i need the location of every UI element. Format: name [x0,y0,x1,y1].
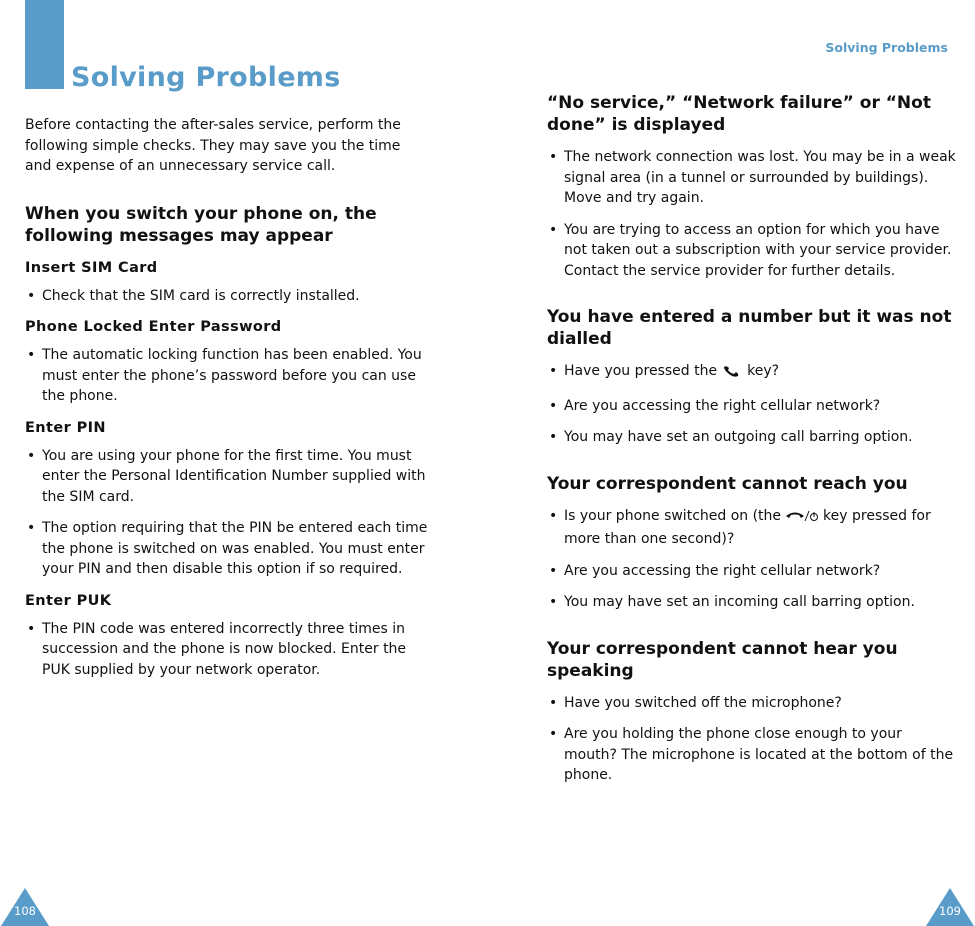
list-item: • Is your phone switched on (the key pressed for more than one second)? [549,507,931,547]
section-not-dialled [547,306,957,448]
section-title: Your correspondent cannot hear you speaking [547,638,898,681]
list-item: • Check that the SIM card is correctly installed. [27,287,360,304]
group-phone-locked [25,317,429,407]
title-accent-bar [25,0,64,89]
list-item: • Are you accessing the right cellular network? [549,397,881,414]
group-title: Phone Locked Enter Password [25,319,282,335]
page-number-left: 108 [0,886,50,926]
section-cannot-hear [547,638,957,786]
group-title: Insert SIM Card [25,259,158,276]
page-title: Solving Problems [71,62,341,93]
send-key-icon [721,364,743,385]
list-item: • You are trying to access an option for which you have not taken out a subscription with your service provider. Contact the service provider for further details. [549,221,952,279]
running-head: Solving Problems [825,40,948,55]
section-title: “No service,” “Network failure” or “Not done” is displayed [547,93,931,135]
group-enter-pin [25,418,429,580]
list-item: • You may have set an incoming call barring option. [549,594,915,610]
list-item: • The automatic locking function has been enabled. You must enter the phone’s password before you can use the phone. [27,347,422,404]
section-title: Your correspondent cannot reach you [547,473,908,494]
end-power-key-icon [785,509,819,530]
section-cannot-reach [547,473,957,613]
list-item: • You may have set an outgoing call barring option. [549,429,913,445]
list-item: • The PIN code was entered incorrectly three times in succession and the phone is now blocked. Enter the PUK supplied by your network operator. [27,620,407,678]
list-item: • Have you pressed the key? [547,361,957,385]
intro-paragraph: Before contacting the after-sales service, perform the following simple checks. They may save you the time and expense of an unnecessary service call. [25,117,401,174]
page-number-right: 109 [925,886,975,926]
section-no-service [547,92,957,281]
list-item: • The network connection was lost. You may be in a weak signal area (in a tunnel or surrounded by buildings). Move and try again. [549,149,956,206]
group-title: Enter PUK [25,592,112,609]
list-item: • Are you accessing the right cellular network? [549,562,881,579]
section-title: You have entered a number but it was not dialled [547,307,952,349]
list-item: • Have you switched off the microphone? [549,694,842,711]
group-insert-sim [25,258,429,307]
list-item: • You are using your phone for the first time. You must enter the Personal Identification Number supplied with the SIM card. [27,447,426,505]
left-column [25,115,429,691]
group-enter-puk [25,591,429,681]
group-title: Enter PIN [25,419,106,436]
right-column [547,92,957,811]
list-item: • Are you holding the phone close enough to your mouth? The microphone is located at the bottom of the phone. [549,726,954,783]
left-section-title: When you switch your phone on, the following messages may appear [25,203,377,246]
list-item: • The option requiring that the PIN be entered each time the phone is switched on was enabled. You must enter your PIN and then disable this option if so required. [27,520,428,577]
